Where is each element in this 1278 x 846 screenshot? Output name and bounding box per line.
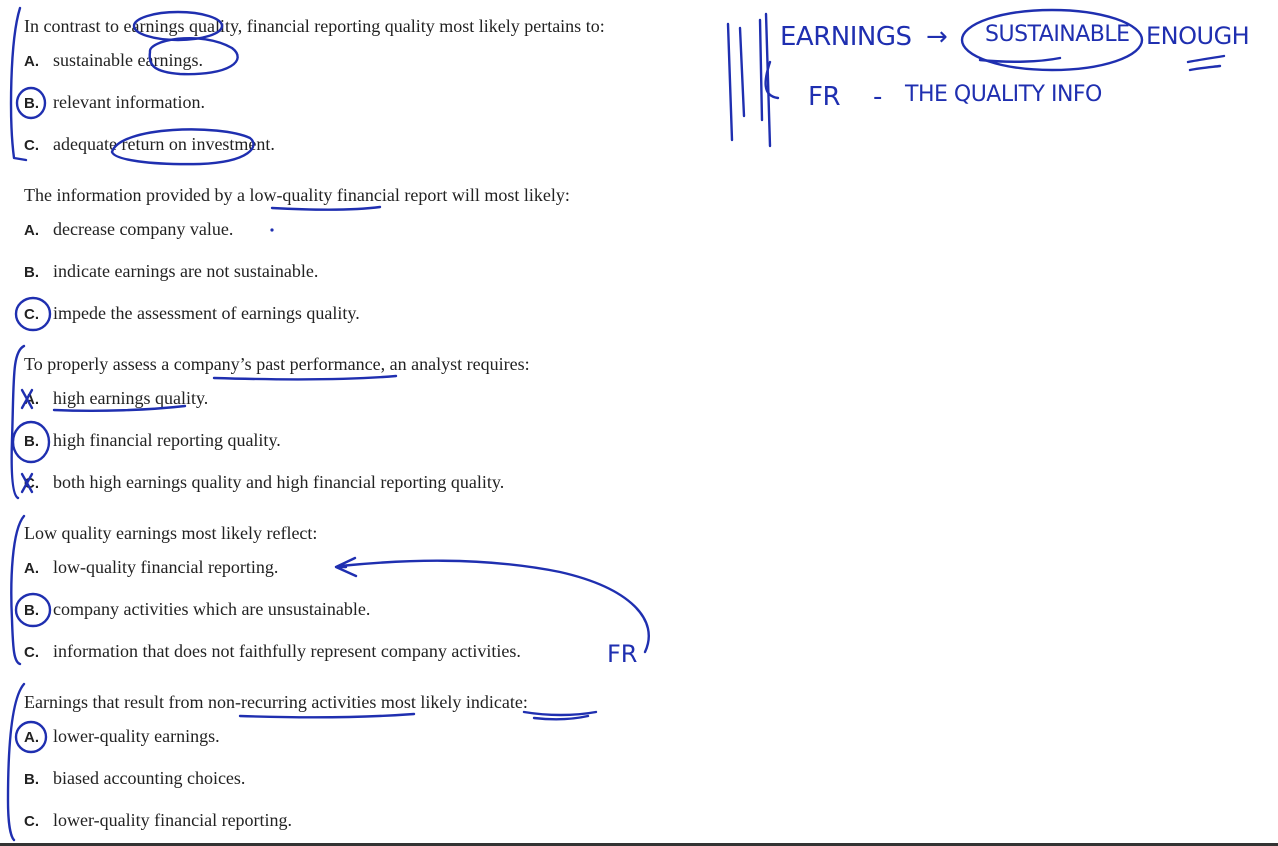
- question-3-stem: To properly assess a company’s past performance, an analyst requires:: [24, 354, 530, 374]
- option-text: high earnings quality.: [53, 388, 209, 408]
- option-text: company activities which are unsustainable.: [53, 599, 371, 619]
- question-4-option-a[interactable]: [24, 557, 278, 578]
- bracket-q3: [12, 346, 24, 498]
- question-5-stem: Earnings that result from non-recurring activities most likely indicate:: [24, 692, 528, 712]
- option-text: indicate earnings are not sustainable.: [53, 261, 319, 281]
- option-text: biased accounting choices.: [53, 768, 246, 788]
- arrow-fr-to-a: [340, 561, 649, 652]
- option-text: lower-quality financial reporting.: [53, 810, 293, 830]
- option-text: adequate return on investment.: [53, 134, 275, 154]
- bracket-q4: [11, 516, 24, 664]
- question-1-option-c[interactable]: [24, 134, 275, 155]
- option-text: high financial reporting quality.: [53, 430, 281, 450]
- note-earnings: EARNINGS: [780, 22, 912, 52]
- question-1-option-b[interactable]: [24, 92, 205, 113]
- note-fr: FR: [808, 82, 841, 112]
- side-strokes-hook: [766, 62, 778, 98]
- underline-past-performance: [214, 376, 396, 379]
- question-5-option-c[interactable]: [24, 810, 292, 831]
- option-text: lower-quality earnings.: [53, 726, 220, 746]
- option-letter: B.: [24, 433, 39, 450]
- underline-enough: [1188, 56, 1224, 70]
- option-letter: A.: [24, 560, 39, 577]
- option-text: relevant information.: [53, 92, 205, 112]
- option-letter: B.: [24, 771, 39, 788]
- underline-low-quality: [272, 207, 380, 210]
- fr-tag: FR: [607, 640, 638, 668]
- note-arrow: →: [926, 22, 948, 52]
- side-strokes: [728, 14, 770, 146]
- question-1-stem: In contrast to earnings quality, financial reporting quality most likely pertains to:: [24, 16, 605, 36]
- question-4-option-b[interactable]: [24, 599, 370, 620]
- question-5-option-a[interactable]: [24, 726, 220, 747]
- option-letter: C.: [24, 137, 39, 154]
- bracket-q5: [8, 684, 24, 840]
- note-enough: ENOUGH: [1146, 22, 1250, 50]
- underline-sustainable: [980, 58, 1060, 62]
- underline-non-recurring: [240, 714, 414, 717]
- question-2-option-b[interactable]: [24, 261, 318, 282]
- question-3-option-c[interactable]: [24, 472, 504, 493]
- option-letter: C.: [24, 813, 39, 830]
- option-letter: B.: [24, 602, 39, 619]
- question-2-stem: The information provided by a low-quality financial report will most likely:: [24, 185, 570, 205]
- option-letter: A.: [24, 222, 39, 239]
- option-letter: C.: [24, 306, 39, 323]
- option-letter: B.: [24, 264, 39, 281]
- ink-dot: [270, 228, 273, 231]
- option-letter: C.: [24, 475, 39, 492]
- arrowhead: [336, 558, 356, 576]
- option-letter: A.: [24, 53, 39, 70]
- question-2-option-c[interactable]: [24, 303, 360, 324]
- option-text: low-quality financial reporting.: [53, 557, 279, 577]
- option-text: decrease company value.: [53, 219, 234, 239]
- option-text: impede the assessment of earnings quality.: [53, 303, 360, 323]
- option-letter: B.: [24, 95, 39, 112]
- question-3-option-b[interactable]: [24, 430, 281, 451]
- question-1-option-a[interactable]: [24, 50, 203, 71]
- option-text: information that does not faithfully represent company activities.: [53, 641, 521, 661]
- option-text: both high earnings quality and high financial reporting quality.: [53, 472, 505, 492]
- option-text: sustainable earnings.: [53, 50, 203, 70]
- option-letter: A.: [24, 391, 39, 408]
- question-4-option-c[interactable]: [24, 641, 521, 662]
- underline-indicate: [524, 712, 596, 719]
- option-letter: C.: [24, 644, 39, 661]
- option-letter: A.: [24, 729, 39, 746]
- note-quality-info: THE QUALITY INFO: [905, 82, 1102, 107]
- question-3-option-a[interactable]: [24, 388, 208, 409]
- question-2-option-a[interactable]: [24, 219, 233, 240]
- question-4-stem: Low quality earnings most likely reflect:: [24, 523, 318, 543]
- question-5-option-b[interactable]: [24, 768, 245, 789]
- note-dash: -: [873, 82, 882, 112]
- note-sustainable: SUSTAINABLE: [985, 22, 1130, 47]
